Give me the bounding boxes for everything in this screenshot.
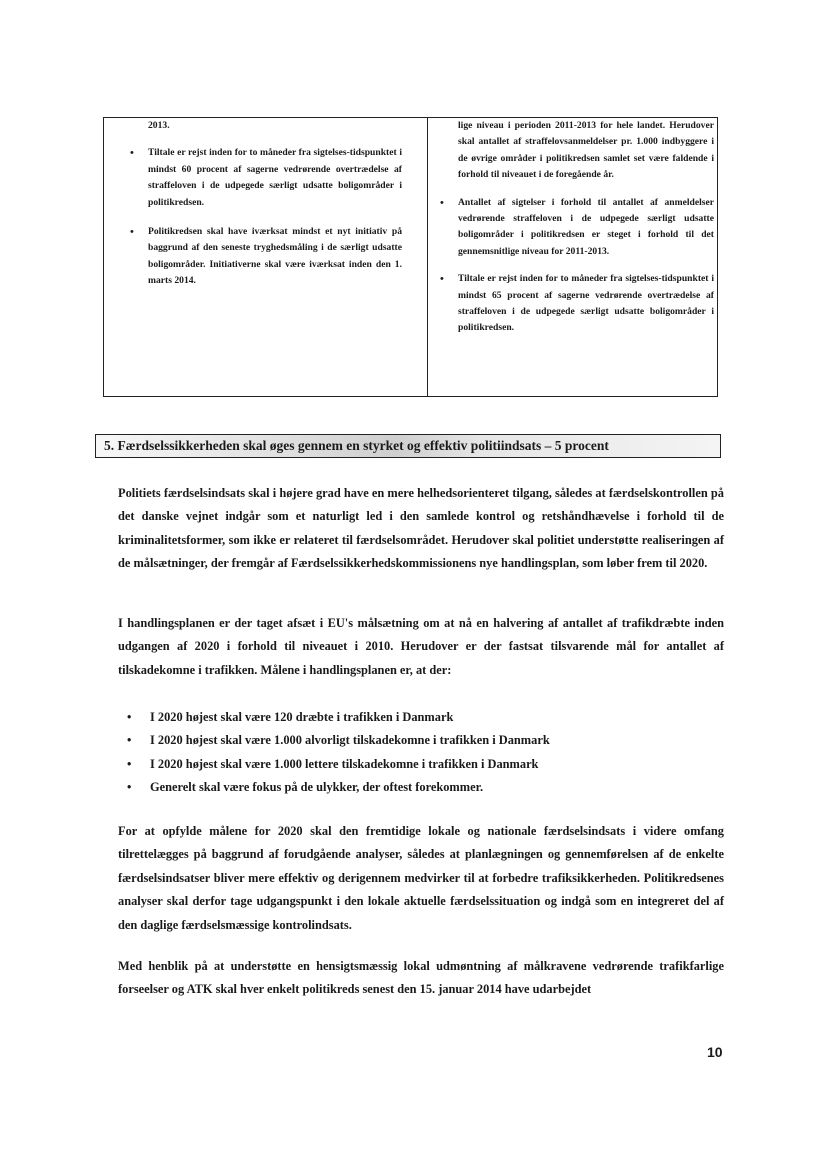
- goal-item: • I 2020 højest skal være 1.000 lettere tilskadekomne i trafikken i Danmark: [118, 753, 698, 776]
- table-right-list: [434, 195, 714, 337]
- paragraph: I handlingsplanen er der taget afsæt i EU's målsætning om at nå en halvering af antallet af trafikdræbte inden udgangen af 2020 i forhold til niveauet i 2010. Herudover er der fastsat tilsvarende mål for antallet af tilskadekomne i trafikken. Målene i handlingsplanen er, at der:: [118, 616, 724, 677]
- table-left-item: • Tiltale er rejst inden for to måneder fra sigtelses-tidspunktet i mindst 60 procent af sagerne vedrørende overtrædelse af straffeloven i de udpegede særligt udsatte boligområder i politikredsen.: [124, 145, 402, 211]
- table-right-lead: lige niveau i perioden 2011-2013 for hele landet. Herudover skal antallet af straffelovsanmeldelser pr. 1.000 indbyggere i de øvrige områder i politikredsen samlet set være faldende i forhold til niveauet i de foregående år.: [458, 120, 714, 181]
- page-number: 10: [707, 1044, 723, 1060]
- table-right-item: • Tiltale er rejst inden for to måneder fra sigtelses-tidspunktet i mindst 65 procent af sagerne vedrørende overtrædelse af straffeloven i de udpegede særligt udsatte boligområder i politikredsen.: [434, 271, 714, 337]
- table-right-column: [434, 118, 714, 337]
- table-left-lead: 2013.: [148, 120, 170, 131]
- table-left-item: • Politikredsen skal have iværksat mindst et nyt initiativ på baggrund af den seneste tryghedsmåling i de særligt udsatte boligområder. Initiativerne skal være iværksat inden den 1. marts 2014.: [124, 224, 402, 290]
- table-divider: [427, 118, 428, 396]
- paragraph: Politiets færdselsindsats skal i højere grad have en mere helhedsorienteret tilgang, således at færdselskontrollen på det danske vejnet indgår som et naturligt led i den samlede kontrol og retshåndhævelse i forhold til de kriminalitetsformer, som ikke er relateret til færdselsområdet. Herudover skal politiet understøtte realiseringen af de målsætninger, der fremgår af Færdselssikkerhedskommissionens nye handlingsplan, som løber frem til 2020.: [118, 486, 724, 571]
- goal-item: • I 2020 højest skal være 120 dræbte i trafikken i Danmark: [118, 706, 698, 729]
- section-heading: 5. Færdselssikkerheden skal øges gennem en styrket og effektiv politiindsats – 5 procent: [95, 434, 721, 458]
- paragraph: Med henblik på at understøtte en hensigtsmæssig lokal udmøntning af målkravene vedrørende trafikfarlige forseelser og ATK skal hver enkelt politikreds senest den 15. januar 2014 have udarbejdet: [118, 959, 724, 997]
- table-left-column: [124, 118, 402, 290]
- table-right-item: • Antallet af sigtelser i forhold til antallet af anmeldelser vedrørende straffeloven i de udpegede særligt udsatte boligområder i politikredsen er steget i forhold til det gennemsnitlige niveau for 2011-2013.: [434, 195, 714, 261]
- goals-list: [118, 706, 698, 800]
- paragraph: For at opfylde målene for 2020 skal den fremtidige lokale og nationale færdselsindsats i videre omfang tilrettelægges på baggrund af forudgående analyser, således at planlægningen og gennemførelsen af de enkelte færdselsindsatser bliver mere effektiv og derigennem medvirker til at forbedre trafiksikkerheden. Politikredsenes analyser skal derfor tage udgangspunkt i den lokale aktuelle færdselssituation og indgå som en integreret del af den daglige færdselsmæssige kontrolindsats.: [118, 824, 724, 932]
- goal-item: • Generelt skal være fokus på de ulykker, der oftest forekommer.: [118, 776, 698, 799]
- table-left-list: [124, 145, 402, 289]
- goal-item: • I 2020 højest skal være 1.000 alvorligt tilskadekomne i trafikken i Danmark: [118, 729, 698, 752]
- goals-table: [103, 117, 718, 397]
